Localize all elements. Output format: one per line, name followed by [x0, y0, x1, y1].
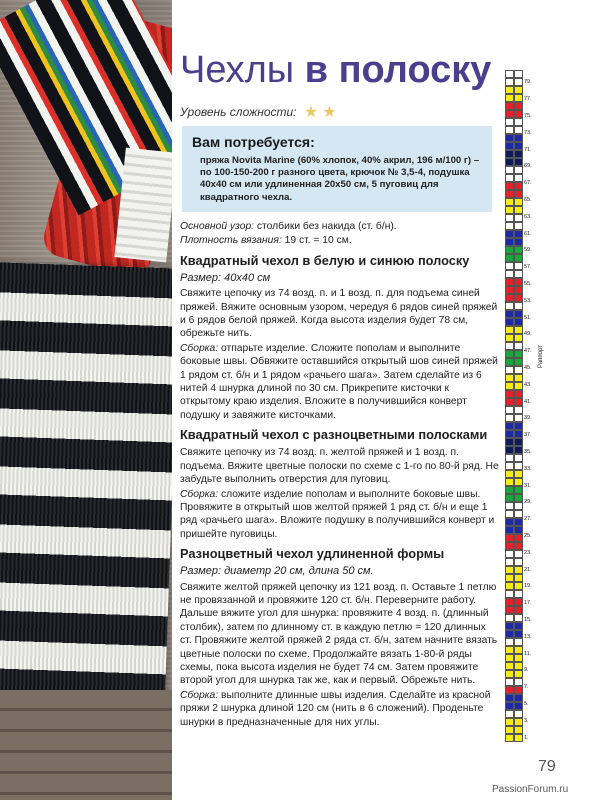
chart-cell: [514, 214, 523, 222]
chart-cell: [514, 654, 523, 662]
chart-row-number: 29.: [524, 499, 532, 506]
chart-cell: [505, 390, 514, 398]
paragraph-text: отпарьте изделие. Сложите пополам и выполните боковые швы. Обвяжите оставшийся открытый шов синей пряжей 1 рядом ст. б/н и 1 рядом «рачьего шага». Затем сделайте из 6 нитей 4 шнурка длиной по 30 см. Прикрепите кисточки к открытому краю изделия. Вложите в получившийся конверт подушку и завяжите кисточками.: [180, 342, 498, 421]
chart-cell: [514, 366, 523, 374]
chart-cell: [505, 718, 514, 726]
chart-row-number: 25.: [524, 533, 532, 539]
chart-cell: [514, 358, 523, 366]
chart-cell: [505, 486, 514, 494]
chart-cell: [514, 174, 523, 182]
chart-cell: [514, 590, 523, 598]
chart-cell: [505, 582, 514, 590]
chart-cell: [505, 654, 514, 662]
chart-cell: [505, 726, 514, 734]
chart-cell: [505, 446, 514, 454]
chart-cell: [514, 86, 523, 94]
chart-row-number: 3.: [524, 717, 529, 724]
chart-cell: [505, 198, 514, 206]
chart-cell: [505, 590, 514, 598]
chart-cell: [514, 582, 523, 590]
chart-row-number: 45.: [524, 365, 532, 371]
wood-floor: [0, 690, 172, 800]
chart-cell: [505, 174, 514, 182]
chart-cell: [505, 702, 514, 710]
chart-row-number: 23.: [524, 549, 532, 556]
chart-cell: [505, 206, 514, 214]
chart-row-number: 57.: [524, 264, 532, 271]
chart-cell: [505, 142, 514, 150]
page-title-light: Чехлы: [180, 49, 305, 91]
chart-row-number: 55.: [524, 281, 532, 287]
chart-cell: [514, 670, 523, 678]
chart-row-number: 17.: [524, 600, 532, 607]
chart-row-number: 15.: [524, 617, 532, 623]
chart-cell: [505, 158, 514, 166]
chart-cell: [505, 470, 514, 478]
chart-row-number: 13.: [524, 633, 532, 640]
chart-cell: [505, 318, 514, 326]
paragraph-text: Свяжите цепочку из 74 возд. п. желтой пряжей и 1 возд. п. подъема. Вяжите цветные полоски по схеме с 1-го по 80-й ряд. Не забудьте выполнить отверстия для пуговиц.: [180, 447, 499, 486]
chart-row-number: 77.: [524, 96, 532, 103]
chart-cell: [514, 230, 523, 238]
chart-cell: [505, 646, 514, 654]
chart-cell: [505, 126, 514, 134]
chart-cell: [514, 382, 523, 390]
chart-cell: [514, 678, 523, 686]
chart-row-number: 51.: [524, 314, 532, 321]
chart-cell: [505, 398, 514, 406]
paragraph-text: сложите изделие пополам и выполните боковые швы. Провяжите в открытый шов желтой пряжей 1 ряд ст. б/н и еще 1 ряд «рачьего шага». Вложите подушку в получившийся конверт и пришейте пуговицы.: [180, 488, 495, 540]
chart-cell: [514, 334, 523, 342]
chart-row-number: 65.: [524, 197, 532, 203]
chart-row-number: 7.: [524, 684, 529, 691]
chart-cell: [514, 446, 523, 454]
chart-cell: [514, 134, 523, 142]
chart-cell: [505, 430, 514, 438]
chart-cell: [505, 558, 514, 566]
chart-cell: [514, 294, 523, 302]
chart-cell: [505, 662, 514, 670]
section-paragraph: [180, 488, 500, 542]
chart-cell: [514, 454, 523, 462]
chart-cell: [514, 110, 523, 118]
chart-cell: [514, 694, 523, 702]
chart-cell: [514, 390, 523, 398]
chart-row-number: 73.: [524, 129, 532, 136]
chart-cell: [505, 478, 514, 486]
section-heading: Квадратный чехол с разноцветными полосками: [180, 427, 488, 443]
chart-cell: [505, 190, 514, 198]
chart-cell: [514, 534, 523, 542]
chart-cell: [505, 566, 514, 574]
chart-row-number: 9.: [524, 667, 529, 674]
chart-cell: [514, 70, 523, 78]
materials-heading: Вам потребуется:: [192, 134, 315, 150]
chart-row-number: 49.: [524, 331, 532, 338]
chart-cell: [514, 726, 523, 734]
chart-cell: [514, 638, 523, 646]
chart-cell: [505, 454, 514, 462]
chart-cell: [514, 318, 523, 326]
difficulty-row: [180, 101, 337, 121]
chart-cell: [505, 622, 514, 630]
difficulty-label: Уровень сложности:: [180, 105, 297, 119]
stripe-chart: [505, 70, 541, 742]
white-fringe: [114, 148, 172, 263]
basic-pattern-value: столбики без накида (ст. б/н).: [254, 221, 397, 232]
chart-cell: [505, 526, 514, 534]
chart-cell: [514, 614, 523, 622]
chart-cell: [514, 150, 523, 158]
chart-cell: [514, 486, 523, 494]
chart-row-number: 35.: [524, 449, 532, 455]
chart-cell: [505, 694, 514, 702]
chart-cell: [505, 342, 514, 350]
chart-row-number: 61.: [524, 230, 532, 237]
chart-cell: [505, 302, 514, 310]
chart-cell: [514, 238, 523, 246]
chart-cell: [505, 494, 514, 502]
chart-cell: [505, 374, 514, 382]
page-title: [180, 48, 491, 92]
chart-cell: [505, 102, 514, 110]
chart-cell: [505, 534, 514, 542]
chart-cell: [514, 542, 523, 550]
chart-cell: [505, 710, 514, 718]
chart-cell: [514, 118, 523, 126]
chart-cell: [514, 326, 523, 334]
chart-cell: [505, 518, 514, 526]
chart-cell: [505, 270, 514, 278]
chart-cell: [505, 614, 514, 622]
chart-cell: [514, 646, 523, 654]
chart-row-number: 1.: [524, 734, 529, 741]
chart-row-number: 11.: [524, 650, 532, 657]
gauge-label: Плотность вязания:: [180, 235, 282, 247]
chart-cell: [505, 246, 514, 254]
chart-row-number: 53.: [524, 297, 532, 304]
star-icon: ★: [322, 104, 337, 121]
chart-cell: [505, 238, 514, 246]
chart-cell: [514, 518, 523, 526]
section-size: Размер: диаметр 20 см, длина 50 см.: [180, 565, 374, 578]
chart-cell: [514, 574, 523, 582]
chart-cell: [514, 182, 523, 190]
chart-cell: [505, 166, 514, 174]
chart-cell: [514, 686, 523, 694]
chart-row-number: 79.: [524, 79, 532, 86]
paragraph-text: выполните длинные швы изделия. Сделайте из красной пряжи 2 шнурка длиной 120 см (нить в 6 сложений). Проденьте шнурки в предназначенные для них углы.: [180, 689, 491, 728]
chart-cell: [505, 542, 514, 550]
chart-cell: [514, 438, 523, 446]
chart-cell: [514, 734, 523, 742]
chart-row-number: 31.: [524, 482, 532, 489]
chart-cell: [505, 598, 514, 606]
page-number: 79: [538, 758, 556, 775]
chart-cell: [514, 462, 523, 470]
chart-cell: [514, 342, 523, 350]
chart-cell: [505, 294, 514, 302]
materials-text: пряжа Novita Marine (60% хлопок, 40% акрил, 196 м/100 г) – по 100-150-200 г разного цвета, крючок № 3,5-4, подушка 40x40 см или удлиненная 20x50 см, 5 пуговиц для квадратного чехла.: [200, 155, 480, 203]
chart-row-number: 67.: [524, 180, 532, 187]
chart-row-number: 37.: [524, 432, 532, 439]
chart-cell: [514, 94, 523, 102]
chart-row-number: 43.: [524, 381, 532, 388]
chart-cell: [505, 286, 514, 294]
section-heading: Разноцветный чехол удлиненной формы: [180, 546, 445, 562]
chart-cell: [514, 190, 523, 198]
section-paragraph: [180, 689, 500, 729]
chart-cell: [505, 358, 514, 366]
chart-cell: [514, 126, 523, 134]
chart-cell: [505, 110, 514, 118]
chart-cell: [514, 254, 523, 262]
chart-cell: [505, 134, 514, 142]
chart-cell: [514, 350, 523, 358]
chart-cell: [505, 70, 514, 78]
chart-row-number: 47.: [524, 348, 532, 355]
chart-row-number: 39.: [524, 415, 532, 422]
chart-cell: [514, 166, 523, 174]
chart-cell: [514, 246, 523, 254]
chart-cell: [514, 710, 523, 718]
chart-cell: [514, 158, 523, 166]
chart-cell: [505, 670, 514, 678]
paragraph-text: Свяжите цепочку из 74 возд. п. и 1 возд. п. для подъема синей пряжей. Вяжите основным узором, чередуя 6 рядов синей пряжей и 6 рядов белой пряжей. Когда высота изделия будет 78 см, обрежьте нить.: [180, 288, 498, 340]
chart-cell: [514, 198, 523, 206]
chart-cell: [514, 718, 523, 726]
chart-cell: [505, 414, 514, 422]
chart-cell: [505, 350, 514, 358]
chart-row-number: 27.: [524, 516, 532, 523]
chart-cell: [514, 510, 523, 518]
materials-box: [182, 126, 492, 212]
chart-cell: [514, 662, 523, 670]
chart-cell: [514, 598, 523, 606]
chart-cell: [505, 686, 514, 694]
chart-cell: [505, 678, 514, 686]
chart-cell: [505, 334, 514, 342]
gauge-value: 19 ст. = 10 см.: [281, 235, 352, 247]
paragraph-label: Сборка:: [180, 689, 219, 701]
chart-cell: [514, 566, 523, 574]
chart-cell: [514, 502, 523, 510]
chart-cell: [514, 398, 523, 406]
chart-cell: [505, 574, 514, 582]
chart-cell: [505, 630, 514, 638]
chart-cell: [505, 222, 514, 230]
chart-row-number: 33.: [524, 465, 532, 472]
watermark: PassionForum.ru: [492, 784, 569, 795]
chart-cell: [514, 262, 523, 270]
chart-cell: [514, 558, 523, 566]
chart-cell: [514, 142, 523, 150]
chart-cell: [505, 382, 514, 390]
chart-cell: [505, 406, 514, 414]
chart-cell: [505, 462, 514, 470]
chart-cell: [505, 254, 514, 262]
section-heading: Квадратный чехол в белую и синюю полоску: [180, 252, 470, 268]
chart-cell: [514, 430, 523, 438]
section-paragraph: [180, 342, 500, 422]
chart-cell: [505, 550, 514, 558]
knitted-cushion-photo: [0, 0, 172, 800]
chart-cell: [505, 510, 514, 518]
chart-cell: [505, 262, 514, 270]
chart-cell: [514, 470, 523, 478]
gauge: [180, 234, 500, 247]
chart-cell: [514, 422, 523, 430]
chart-cell: [514, 622, 523, 630]
chart-cell: [505, 94, 514, 102]
chart-cell: [514, 78, 523, 86]
chart-cell: [514, 102, 523, 110]
page-title-bold: в полоску: [304, 49, 492, 91]
chart-cell: [514, 278, 523, 286]
chart-row-number: 69.: [524, 163, 532, 170]
paragraph-text: Свяжите желтой пряжей цепочку из 121 возд. п. Оставьте 1 петлю не провязанной и провяжите 120 ст. б/н. Переверните работу. Дальше вяжите угол для шнурка: провяжите 4 возд. п. (длинный столбик), затем по длинному ст. в каждую петлю = 120 длинных ст. Провяжите желтой пряжей 2 ряда ст. б/н, затем начните вязать цветные полоски по схеме. Продолжайте вязать 1-80-й ряды схемы, пока высота изделия не будет 74 см. Затем провяжите второй угол для шнурка так же, как и первый. Обрежьте нить.: [180, 581, 498, 687]
raport-label: Раппорт: [538, 345, 544, 368]
chart-row-number: 21.: [524, 566, 532, 573]
chart-cell: [514, 286, 523, 294]
chart-cell: [514, 206, 523, 214]
chart-cell: [505, 118, 514, 126]
chart-row-number: 63.: [524, 213, 532, 220]
chart-cell: [505, 438, 514, 446]
basic-pattern-label: Основной узор:: [180, 221, 255, 232]
chart-cell: [514, 550, 523, 558]
chart-cell: [505, 326, 514, 334]
chart-cell: [505, 310, 514, 318]
chart-cell: [505, 606, 514, 614]
chart-cell: [514, 406, 523, 414]
striped-cushion: [0, 262, 172, 698]
star-icon: ★: [303, 104, 319, 121]
section-paragraph: [180, 581, 500, 688]
chart-cell: [505, 422, 514, 430]
chart-cell: [505, 78, 514, 86]
chart-row-number: 5.: [524, 701, 529, 707]
chart-row-number: 75.: [524, 113, 532, 119]
chart-cell: [505, 502, 514, 510]
chart-cell: [514, 606, 523, 614]
paragraph-label: Сборка:: [180, 488, 219, 500]
chart-cell: [505, 214, 514, 222]
chart-cell: [505, 278, 514, 286]
chart-cell: [514, 374, 523, 382]
basic-pattern: [180, 220, 500, 233]
chart-cell: [514, 302, 523, 310]
chart-cell: [505, 182, 514, 190]
chart-cell: [514, 414, 523, 422]
instructions: [180, 220, 500, 730]
chart-row-number: 59.: [524, 247, 532, 254]
chart-row-number: 19.: [524, 583, 532, 590]
paragraph-label: Сборка:: [180, 342, 219, 354]
section-paragraph: [180, 287, 500, 341]
chart-cell: [505, 150, 514, 158]
chart-cell: [514, 702, 523, 710]
chart-cell: [514, 270, 523, 278]
chart-cell: [505, 638, 514, 646]
section-size: Размер: 40x40 см: [180, 271, 271, 284]
chart-cell: [505, 86, 514, 94]
chart-cell: [514, 478, 523, 486]
chart-cell: [505, 366, 514, 374]
chart-row-number: 41.: [524, 398, 532, 405]
chart-cell: [514, 494, 523, 502]
chart-cell: [514, 526, 523, 534]
chart-cell: [505, 230, 514, 238]
chart-row-number: 71.: [524, 146, 532, 153]
chart-cell: [514, 310, 523, 318]
chart-cell: [514, 630, 523, 638]
chart-cell: [505, 734, 514, 742]
chart-cell: [514, 222, 523, 230]
section-paragraph: [180, 446, 500, 486]
